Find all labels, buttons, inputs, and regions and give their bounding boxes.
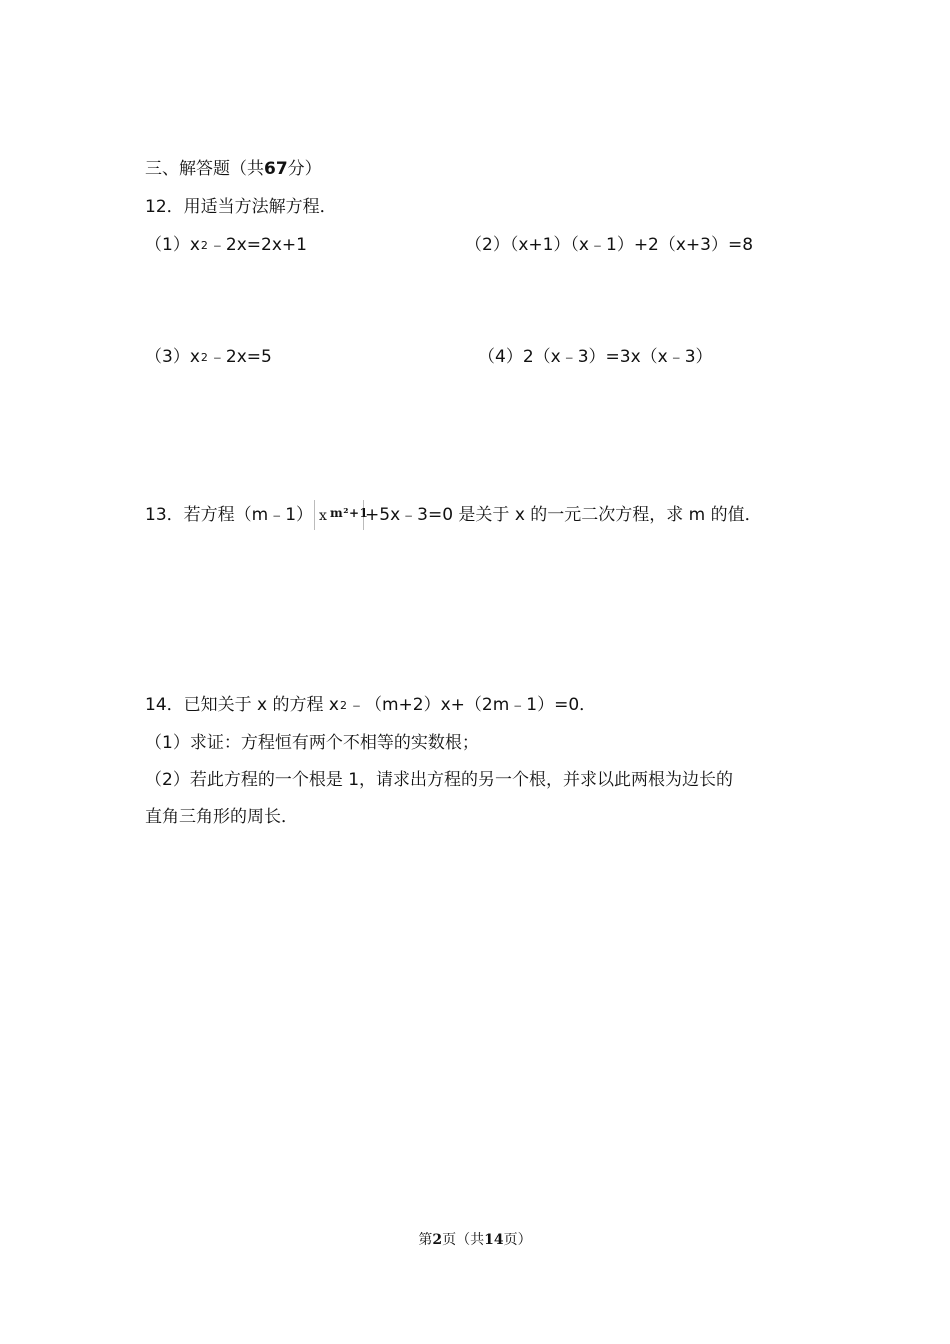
question-13 xyxy=(145,500,762,530)
q12-p3-text-b: ﹣2x=5 xyxy=(208,347,272,367)
q14-title-text-a: 14．已知关于 x 的方程 x xyxy=(145,695,339,715)
question-12-part-2: （2）（x+1）（x﹣1）+2（x+3）=8 xyxy=(465,235,754,255)
page-footer xyxy=(0,1229,950,1249)
question-14-sub-1: （1）求证：方程恒有两个不相等的实数根； xyxy=(145,733,479,753)
q12-p1-text-a: （1）x xyxy=(145,235,200,255)
question-12-part-1 xyxy=(145,233,307,259)
section-heading-suffix: 分） xyxy=(287,159,322,179)
question-14-sub-2: （2）若此方程的一个根是 1，请求出方程的另一个根，并求以此两根为边长的 xyxy=(145,770,734,790)
footer-text-a: 第 xyxy=(418,1232,433,1248)
question-12-title: 12．用适当方法解方程． xyxy=(145,197,337,217)
q12-p1-exponent: 2 xyxy=(200,239,208,252)
section-heading-prefix: 三、解答题（共 xyxy=(145,159,264,179)
footer-text-c: 页） xyxy=(503,1232,532,1248)
q13-text-a: 13．若方程（m﹣1） xyxy=(145,505,314,525)
formula-base: x xyxy=(319,508,327,524)
q14-exponent: 2 xyxy=(339,699,347,712)
footer-total-pages: 14 xyxy=(484,1232,504,1248)
footer-text-b: 页（共 xyxy=(442,1232,485,1248)
q12-p3-exponent: 2 xyxy=(200,351,208,364)
footer-page-number: 2 xyxy=(432,1232,443,1248)
formula-exponent: m²+1 xyxy=(330,506,369,520)
section-heading xyxy=(145,157,322,181)
section-score: 67 xyxy=(264,159,288,179)
question-12-part-4: （4）2（x﹣3）=3x（x﹣3） xyxy=(478,347,713,367)
q14-title-text-b: ﹣（m+2）x+（2m﹣1）=0． xyxy=(347,695,597,715)
q13-text-b: +5x﹣3=0 是关于 x 的一元二次方程，求 m 的值． xyxy=(365,505,762,525)
question-12-part-3 xyxy=(145,345,272,371)
question-14-title xyxy=(145,693,596,719)
question-14-sub-2-continued: 直角三角形的周长． xyxy=(145,807,298,827)
exponent-formula-image xyxy=(314,500,369,530)
q12-p1-text-b: ﹣2x=2x+1 xyxy=(208,235,307,255)
q12-p3-text-a: （3）x xyxy=(145,347,200,367)
